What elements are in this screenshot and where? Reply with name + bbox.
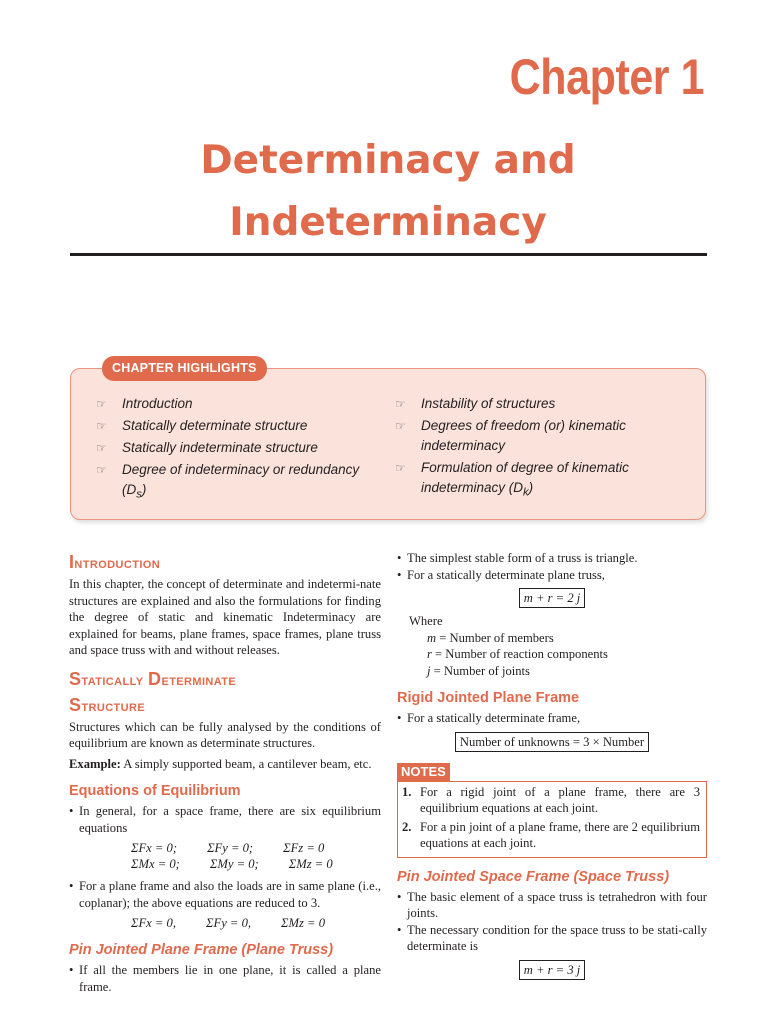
space-truss-equation: m + r = 3 j	[519, 960, 586, 980]
definition-line: j = Number of joints	[427, 663, 530, 678]
chapter-highlights-tab: CHAPTER HIGHLIGHTS	[102, 356, 267, 381]
list-item: • For a statically determinate plane truss,	[397, 567, 707, 584]
pointing-hand-icon: ☞	[96, 397, 107, 411]
pointing-hand-icon: ☞	[96, 419, 107, 433]
introduction-heading: Introduction	[69, 552, 161, 572]
left-column	[69, 550, 381, 995]
notes-tab: NOTES	[397, 763, 450, 781]
highlight-item: ☞ Formulation of degree of kinematic indeterminacy $(D_k)$	[395, 460, 629, 499]
notes-box	[397, 781, 707, 858]
equation-row: ΣFx = 0, ΣFy = 0, ΣMz = 0	[131, 916, 325, 930]
pointing-hand-icon: ☞	[96, 463, 107, 477]
equilibrium-list	[69, 803, 381, 836]
plane-truss-heading: Pin Jointed Plane Frame (Plane Truss)	[69, 942, 334, 958]
list-item: • The basic element of a space truss is tetrahedron with four joints.	[397, 889, 707, 922]
chapter-title: Determinacy and Indeterminacy	[200, 138, 576, 245]
right-column	[397, 550, 707, 985]
list-item: • If all the members lie in one plane, it is called a plane frame.	[69, 962, 381, 995]
statically-determinate-heading: Statically Determinate Structure	[69, 668, 237, 715]
highlights-right-list	[395, 394, 695, 505]
equilibrium-list	[69, 878, 381, 911]
rigid-frame-equation: Number of unknowns = 3 × Number	[455, 732, 649, 752]
space-truss-list	[397, 889, 707, 955]
definition-line: m = Number of members	[427, 630, 554, 645]
statically-determinate-text: Structures which can be fully analysed by the conditions of equilibrium are known as determinate structures.	[69, 719, 381, 750]
rigid-jointed-heading: Rigid Jointed Plane Frame	[397, 690, 580, 706]
note-item: 2. For a pin joint of a plane frame, there are 2 equilibrium equations at each joint.	[402, 819, 700, 850]
highlight-item: ☞ Instability of structures	[395, 394, 695, 414]
list-item: • For a plane frame and also the loads are in same plane (i.e., coplanar); the above equations are reduced to 3.	[69, 878, 381, 911]
pointing-hand-icon: ☞	[96, 441, 107, 455]
plane-truss-equation: m + r = 2 j	[519, 588, 586, 608]
pointing-hand-icon: ☞	[395, 397, 406, 411]
list-item: • The simplest stable form of a truss is triangle.	[397, 550, 707, 567]
highlight-item: ☞ Statically determinate structure	[96, 416, 386, 436]
equation-row: ΣMx = 0; ΣMy = 0; ΣMz = 0	[131, 857, 333, 871]
pointing-hand-icon: ☞	[395, 419, 406, 433]
pointing-hand-icon: ☞	[395, 461, 406, 475]
definition-line: r = Number of reaction components	[427, 647, 608, 661]
example-line: Example: A simply supported beam, a cantilever beam, etc.	[69, 756, 372, 771]
highlight-item: ☞ Degree of indeterminacy or redundancy $(D_s)$	[96, 462, 360, 501]
highlight-item: ☞ Statically indeterminate structure	[96, 438, 386, 458]
space-truss-heading: Pin Jointed Space Frame (Space Truss)	[397, 868, 670, 885]
list-item: • For a statically determinate frame,	[397, 710, 707, 727]
note-item: 1. For a rigid joint of a plane frame, there are 3 equilibrium equations at each joint.	[402, 784, 700, 815]
chapter-number: Chapter 1	[509, 49, 704, 105]
highlights-left-list	[96, 394, 386, 507]
plane-truss-list	[69, 962, 381, 995]
truss-list	[397, 550, 707, 583]
highlight-item: ☞ Degrees of freedom (or) kinematic indeterminacy	[395, 418, 626, 453]
rigid-list	[397, 710, 707, 727]
equation-row: ΣFx = 0; ΣFy = 0; ΣFz = 0	[131, 841, 325, 855]
where-block: Where m = Number of members r = Number of reaction components j = Number of joints	[409, 613, 707, 679]
equations-of-equilibrium-heading: Equations of Equilibrium	[69, 783, 241, 799]
highlight-item: ☞ Introduction	[96, 394, 386, 414]
list-item: • The necessary condition for the space truss to be stati-cally determinate is	[397, 922, 707, 955]
list-item: • In general, for a space frame, there are six equilibrium equations	[69, 803, 381, 836]
title-rule	[70, 253, 707, 256]
introduction-text: In this chapter, the concept of determinate and indetermi-nate structures are explained and also the formulations for finding the degree of static and kinematic Indeterminacy are explained for beams, plane frames, space frames, plane truss and space truss with and without releases.	[69, 577, 381, 657]
